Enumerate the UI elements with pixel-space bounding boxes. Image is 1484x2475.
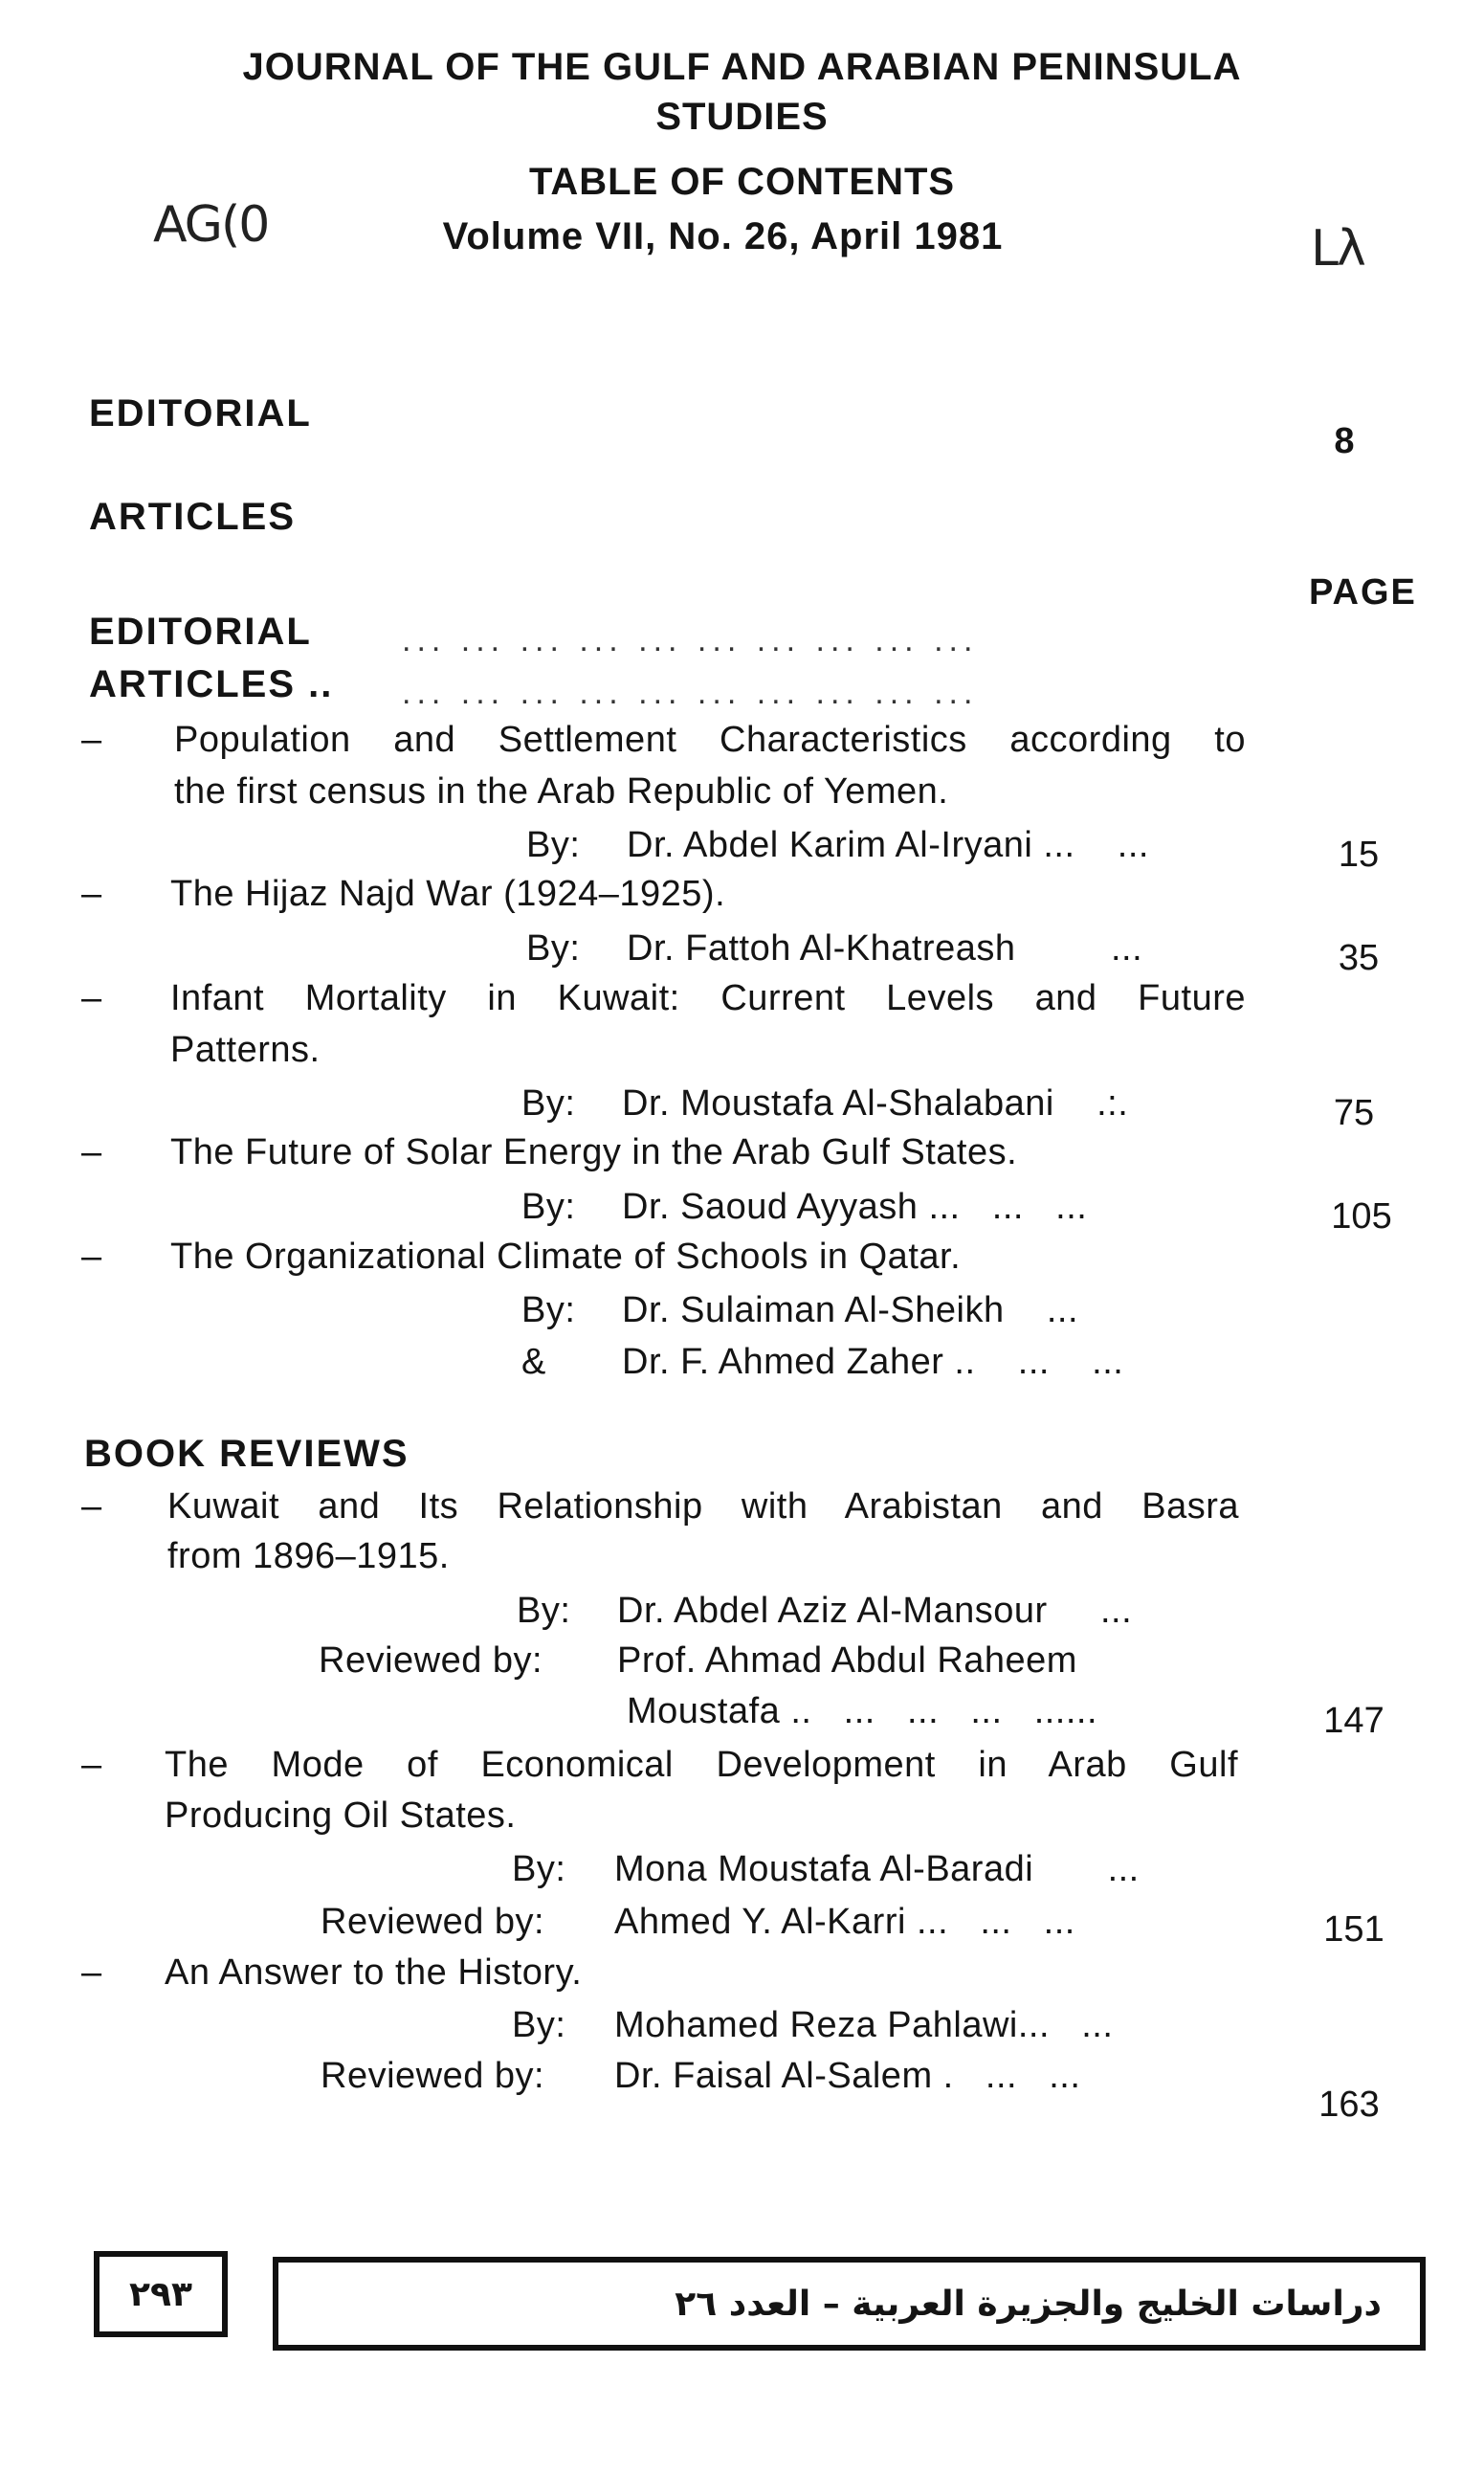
- handwritten-note-right: Lλ: [1311, 220, 1364, 278]
- review-title: The Mode of Economical Development in Arab Gulf: [165, 1745, 1238, 1785]
- article-author: Dr. Moustafa Al-Shalabani .:.: [622, 1083, 1129, 1124]
- editorial-page: 8: [1334, 421, 1355, 461]
- footer-journal-box: [273, 2257, 1426, 2351]
- section-articles: ARTICLES: [89, 496, 296, 538]
- dash: –: [81, 1952, 102, 1993]
- review-author: Mohamed Reza Pahlawi... ...: [614, 2005, 1114, 2045]
- article-title: The Future of Solar Energy in the Arab Gulf States.: [170, 1132, 1018, 1172]
- reviewer-continued: Moustafa .. ... ... ... ......: [627, 1691, 1098, 1731]
- article-page: 35: [1338, 938, 1380, 978]
- footer-page-box: [94, 2251, 228, 2337]
- dash: –: [81, 1486, 102, 1527]
- dash: –: [81, 978, 102, 1018]
- article-author-2: Dr. F. Ahmed Zaher .. ... ...: [622, 1342, 1124, 1382]
- review-author: Dr. Abdel Aziz Al-Mansour ...: [617, 1591, 1133, 1631]
- by-label: By:: [521, 1290, 576, 1330]
- review-page: 151: [1323, 1909, 1384, 1950]
- article-title: Infant Mortality in Kuwait: Current Levels and Future: [170, 978, 1246, 1018]
- article-author: Dr. Abdel Karim Al-Iryani ... ...: [627, 825, 1149, 865]
- volume-line: Volume VII, No. 26, April 1981: [442, 215, 1004, 257]
- toc-heading: TABLE OF CONTENTS: [528, 161, 956, 203]
- section-editorial: EDITORIAL: [89, 392, 312, 435]
- reviewed-by-label: Reviewed by:: [321, 1902, 545, 1942]
- dash: –: [81, 874, 102, 914]
- article-title: The Organizational Climate of Schools in Qatar.: [170, 1237, 962, 1277]
- review-author: Mona Moustafa Al-Baradi ...: [614, 1849, 1140, 1889]
- review-title: Producing Oil States.: [165, 1795, 517, 1836]
- reviewer: Dr. Faisal Al-Salem . ... ...: [614, 2056, 1081, 2096]
- article-page: 75: [1333, 1093, 1375, 1133]
- footer-journal-arabic: دراسات الخليج والجزيرة العربية – العدد ٢٦: [675, 2284, 1382, 2324]
- review-title: An Answer to the History.: [165, 1952, 583, 1993]
- review-page: 147: [1323, 1701, 1384, 1741]
- dash: –: [81, 1132, 102, 1172]
- article-page: 105: [1331, 1196, 1392, 1237]
- reviewer: Prof. Ahmad Abdul Raheem: [617, 1640, 1077, 1681]
- by-label: By:: [521, 1187, 576, 1227]
- article-title: Patterns.: [170, 1030, 321, 1070]
- by-label: By:: [521, 1083, 576, 1124]
- journal-title-line1: JOURNAL OF THE GULF AND ARABIAN PENINSULA: [242, 46, 1242, 88]
- by-label: By:: [512, 2005, 566, 2045]
- by-label: By:: [512, 1849, 566, 1889]
- review-page: 163: [1318, 2085, 1380, 2125]
- by-label: By:: [526, 928, 581, 969]
- review-title: Kuwait and Its Relationship with Arabistan and Basra: [167, 1486, 1239, 1527]
- article-author: Dr. Sulaiman Al-Sheikh ...: [622, 1290, 1079, 1330]
- article-title: the first census in the Arab Republic of Yemen.: [174, 771, 949, 812]
- article-author: Dr. Saoud Ayyash ... ... ...: [622, 1187, 1088, 1227]
- dash: –: [81, 1745, 102, 1785]
- dotted-articles: ARTICLES ..: [89, 663, 334, 705]
- handwritten-note-left: AG(0: [153, 196, 269, 254]
- dotted-leader: ... ... ... ... ... ... ... ... ... ...: [402, 675, 979, 711]
- dotted-editorial: EDITORIAL: [89, 611, 312, 653]
- reviewer: Ahmed Y. Al-Karri ... ... ...: [614, 1902, 1075, 1942]
- dash: –: [81, 1237, 102, 1277]
- by-label: By:: [526, 825, 581, 865]
- article-page: 15: [1338, 835, 1380, 875]
- reviewed-by-label: Reviewed by:: [321, 2056, 545, 2096]
- journal-title-line2: STUDIES: [655, 96, 829, 138]
- dotted-leader: ... ... ... ... ... ... ... ... ... ...: [402, 622, 979, 658]
- section-book-reviews: BOOK REVIEWS: [84, 1433, 410, 1475]
- dash: –: [81, 720, 102, 760]
- article-title: The Hijaz Najd War (1924–1925).: [170, 874, 726, 914]
- page-column-label: PAGE: [1309, 572, 1417, 613]
- reviewed-by-label: Reviewed by:: [319, 1640, 543, 1681]
- amp-label: &: [521, 1342, 546, 1382]
- footer-page-number: ٢٩٣: [129, 2274, 192, 2314]
- article-author: Dr. Fattoh Al-Khatreash ...: [627, 928, 1143, 969]
- review-title: from 1896–1915.: [167, 1536, 450, 1576]
- article-title: Population and Settlement Characteristics according to: [174, 720, 1246, 760]
- by-label: By:: [517, 1591, 571, 1631]
